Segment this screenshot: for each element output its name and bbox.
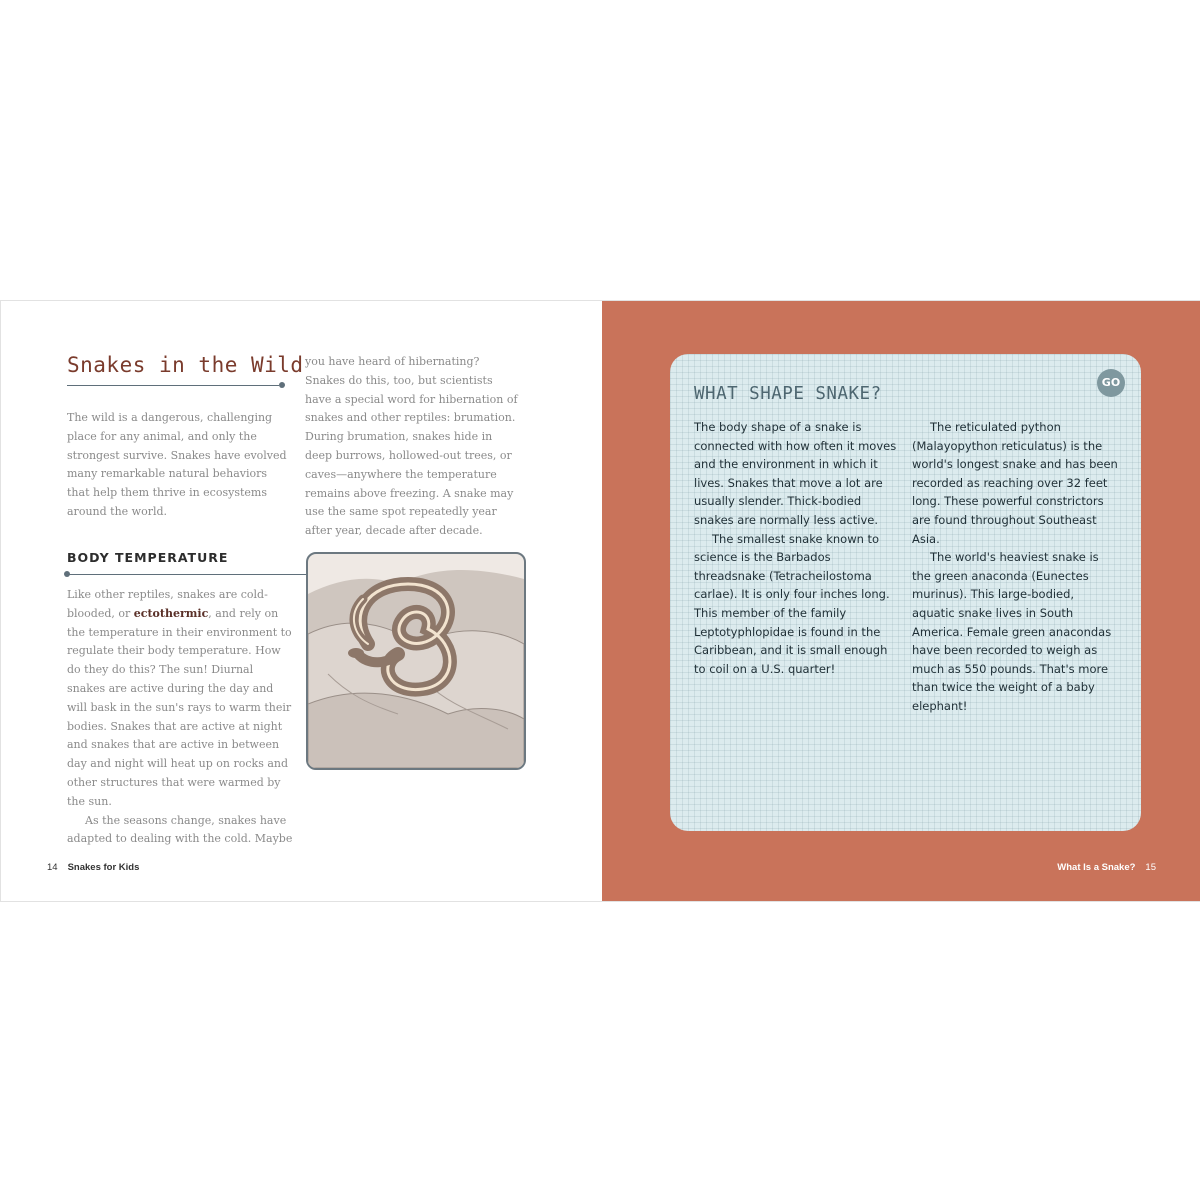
title-underline: [67, 385, 279, 386]
intro-paragraph: The wild is a dangerous, challenging place for any animal, and only the strongest survive. Snakes have evolved many remarkable natural behaviors that help them thrive in ecosystems around the world.: [67, 411, 287, 518]
right-page: [602, 301, 1200, 901]
folio-left: [47, 862, 139, 873]
coiled-snake-illustration: [306, 552, 526, 770]
section-title: Snakes in the Wild: [67, 353, 304, 377]
sidebar-paragraph: The reticulated python (Malayopython reticulatus) is the world's longest snake and has been recorded as reaching over 32 feet long. These powerful constrictors are found throughout Southeast Asia.: [912, 420, 1118, 546]
page-number-right: 15: [1145, 862, 1156, 873]
left-page: [0, 301, 602, 901]
chapter-title: What Is a Snake?: [1057, 862, 1136, 873]
sidebar-paragraph: The smallest snake known to science is the Barbados threadsnake (Tetracheilostoma carlae). It is only four inches long. This member of the family Leptotyphlopidae is found in the Caribbean, and it is small enough to coil on a U.S. quarter!: [694, 531, 890, 676]
heading-rule: [67, 574, 307, 575]
body-temperature-heading: BODY TEMPERATURE: [67, 550, 229, 565]
sidebar-column-1: [694, 418, 899, 678]
continued-paragraph: you have heard of hibernating? Snakes do this, too, but scientists have a special word for hibernation of snakes and other reptiles: brumation. During brumation, snakes hide in deep burrows, hollowed-out trees, or caves—anywhere the temperature remains above freezing. A snake may use the same spot repeatedly year after year, decade after decade.: [305, 355, 518, 538]
paragraph-1: Like other reptiles, snakes are cold-blooded, or ectothermic, and rely on the temperature in their environment to regulate their body temperature. How do they do this? The sun! Diurnal snakes are active during the day and will bask in the sun's rays to warm their bodies. Snakes that are active at night and snakes that are active in between day and night will heat up on rocks and other structures that were warmed by the sun.: [67, 588, 292, 808]
what-shape-snake-sidebar: [670, 354, 1141, 831]
sidebar-title: WHAT SHAPE SNAKE?: [694, 384, 882, 404]
sidebar-paragraph: The body shape of a snake is connected with how often it moves and the environment in which it lives. Snakes that move a lot are usually slender. Thick-bodied snakes are normally less active.: [694, 420, 897, 527]
folio-right: [1057, 862, 1156, 873]
sidebar-paragraph: The world's heaviest snake is the green anaconda (Eunectes murinus). This large-bodied, aquatic snake lives in South America. Female green anacondas have been recorded to weigh as much as 550 pounds. That's more than twice the weight of a baby elephant!: [912, 550, 1112, 713]
paragraph-2: As the seasons change, snakes have adapted to dealing with the cold. Maybe: [67, 813, 293, 846]
book-spread: [0, 300, 1200, 902]
sidebar-column-2: [912, 418, 1119, 716]
book-title: Snakes for Kids: [67, 862, 140, 873]
snake-rock-image: [308, 554, 524, 768]
body-temperature-text: [67, 586, 293, 849]
page-number-left: 14: [47, 862, 58, 873]
title-underline-dot: [279, 382, 285, 388]
term-ectothermic: ectothermic: [133, 606, 209, 620]
go-badge-icon: GO: [1097, 369, 1125, 397]
